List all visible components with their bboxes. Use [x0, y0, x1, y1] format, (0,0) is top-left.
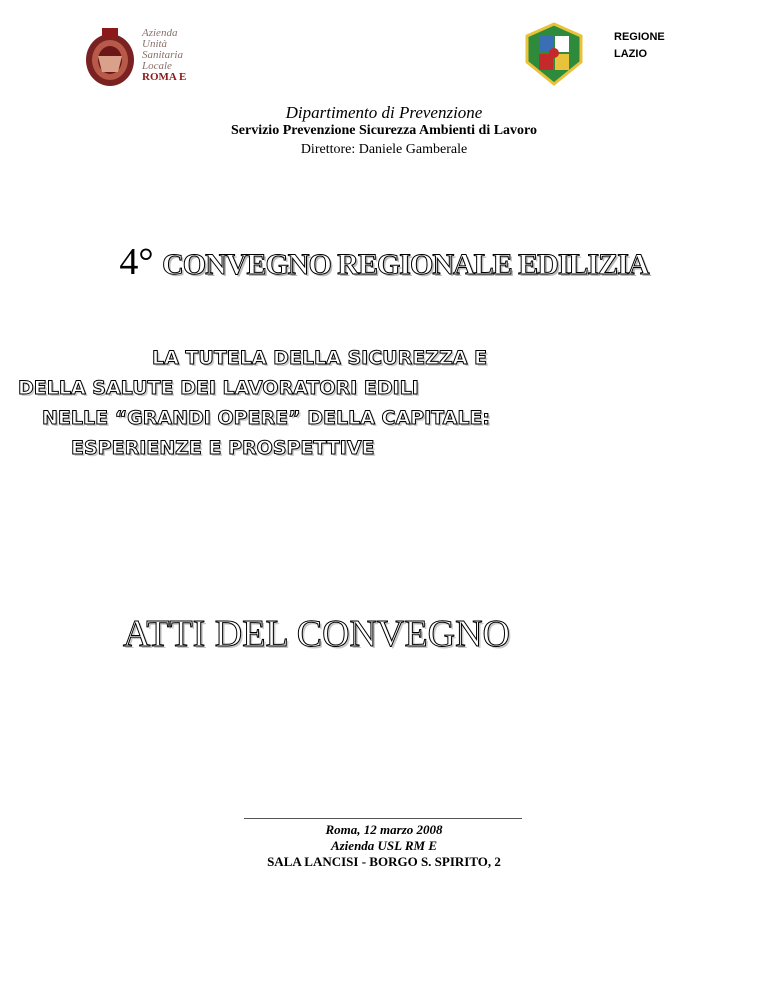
convegno-subtitle [18, 343, 732, 463]
footer-venue: SALA LANCISI - BORGO S. SPIRITO, 2 [267, 854, 501, 869]
asl-line-2: Unità [142, 38, 168, 50]
asl-line-4: Locale [142, 60, 172, 72]
footer-divider [244, 818, 522, 819]
asl-logo [84, 26, 216, 92]
asl-logo-text [142, 28, 222, 83]
convegno-heading [0, 240, 768, 284]
department-title: Dipartimento di Prevenzione [285, 103, 483, 122]
subtitle-line-4: ESPERIENZE E PROSPETTIVE [71, 437, 375, 459]
regione-lazio-seal-icon [525, 22, 583, 86]
asl-seal-icon [84, 26, 136, 88]
region-label-line-2: LAZIO [614, 48, 647, 60]
convegno-title: CONVEGNO REGIONALE EDILIZIA [162, 248, 649, 281]
footer-date: Roma, 12 marzo 2008 [325, 822, 443, 837]
footer-organization: Azienda USL RM E [330, 838, 438, 853]
director-name: Direttore: Daniele Gamberale [300, 142, 468, 157]
convegno-number: 4° [119, 241, 154, 283]
subtitle-line-3: NELLE “GRANDI OPERE” DELLA CAPITALE: [42, 407, 491, 429]
asl-line-3: Sanitaria [142, 49, 183, 61]
asl-line-1: Azienda [142, 27, 178, 39]
subtitle-line-1: LA TUTELA DELLA SICUREZZA E [152, 347, 488, 369]
subtitle-line-2: DELLA SALUTE DEI LAVORATORI EDILI [18, 377, 419, 399]
atti-del-convegno-title: ATTI DEL CONVEGNO [123, 613, 510, 655]
regione-lazio-label [614, 29, 665, 63]
service-title: Servizio Prevenzione Sicurezza Ambienti di Lavoro [230, 123, 538, 138]
region-label-line-1: REGIONE [614, 31, 665, 43]
asl-line-5: ROMA E [142, 71, 187, 83]
